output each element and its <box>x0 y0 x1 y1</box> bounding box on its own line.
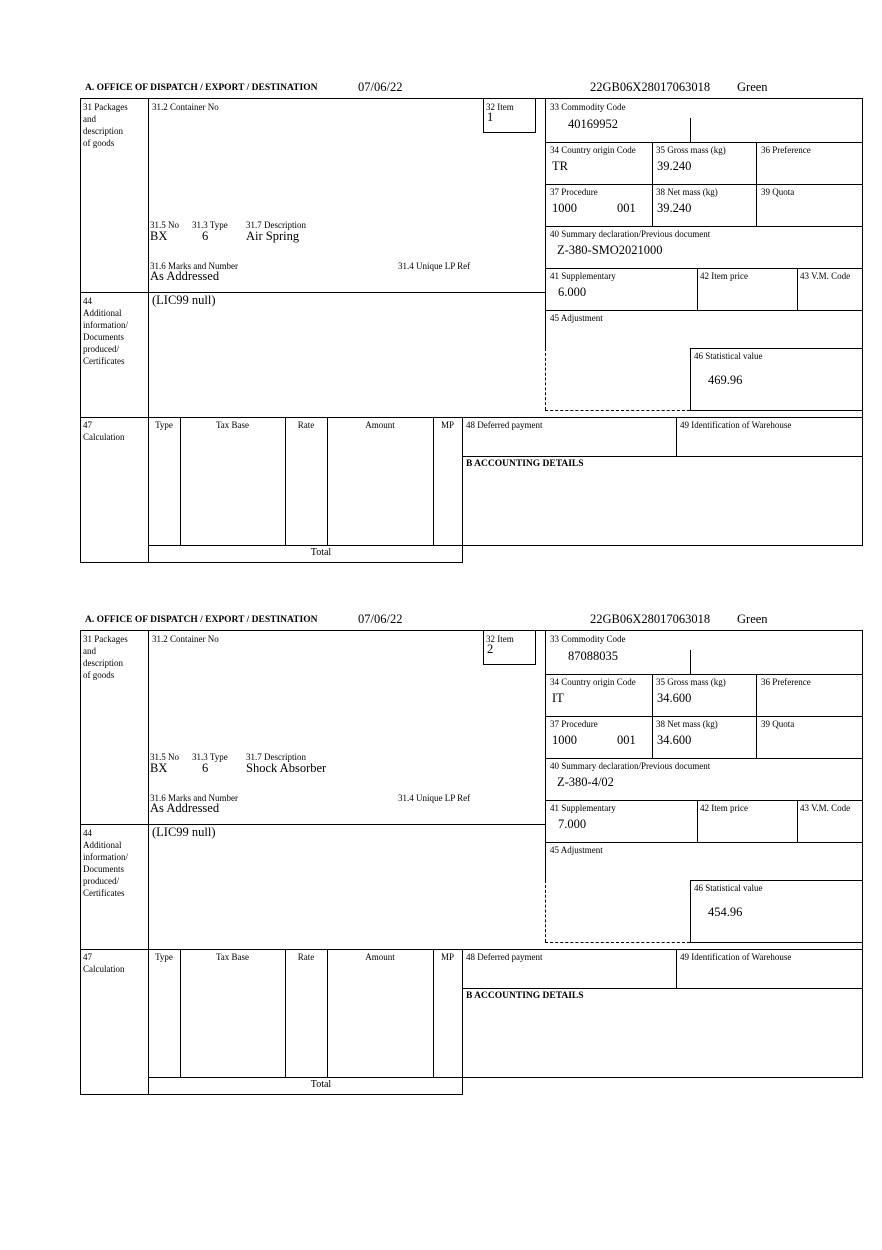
border-line <box>180 417 181 545</box>
dashed-line <box>545 880 546 942</box>
border-line <box>327 417 328 545</box>
summary-declaration-label: 40 Summary declaration/Previous document <box>550 761 711 771</box>
calculation-label-line1: 47 <box>83 420 92 430</box>
goods-description-value: Shock Absorber <box>246 761 327 775</box>
procedure-label: 37 Procedure <box>550 187 598 197</box>
border-line <box>545 758 863 759</box>
border-line <box>462 988 863 989</box>
routing-status: Green <box>737 612 768 626</box>
commodity-code-value: 40169952 <box>568 117 618 131</box>
border-line <box>545 184 863 185</box>
packages-label-line3: description <box>83 126 123 136</box>
border-line <box>148 1077 863 1078</box>
column-header-rate: Rate <box>297 952 315 962</box>
deferred-payment-label: 48 Deferred payment <box>466 420 543 430</box>
commodity-code-label: 33 Commodity Code <box>550 102 626 112</box>
border-line <box>148 630 149 1095</box>
gross-mass-value: 39.240 <box>657 159 692 173</box>
border-line <box>285 949 286 1077</box>
supplementary-label: 41 Supplementary <box>550 803 616 813</box>
marks-label: 31.6 Marks and Number <box>150 261 238 271</box>
border-line <box>545 800 863 801</box>
border-line <box>545 226 863 227</box>
border-line <box>462 949 463 1095</box>
packages-no-label: 31.5 No <box>150 220 179 230</box>
procedure-value-2: 001 <box>617 733 636 747</box>
border-line <box>545 716 863 717</box>
container-no-label: 31.2 Container No <box>152 102 219 112</box>
border-line <box>697 268 698 310</box>
packages-label-line3: description <box>83 658 123 668</box>
border-line <box>483 664 536 665</box>
description-label: 31.7 Description <box>246 220 306 230</box>
packages-type-label: 31.3 Type <box>192 752 228 762</box>
additional-info-label-line4: Documents <box>83 864 124 874</box>
additional-info-label-line4: Documents <box>83 332 124 342</box>
border-line <box>797 800 798 842</box>
border-line <box>535 630 536 664</box>
summary-declaration-label: 40 Summary declaration/Previous document <box>550 229 711 239</box>
column-header-tax-base: Tax Base <box>215 420 250 430</box>
column-header-rate: Rate <box>297 420 315 430</box>
border-line <box>180 949 181 1077</box>
calculation-label-line2: Calculation <box>83 432 125 442</box>
column-header-amount: Amount <box>365 952 395 962</box>
packages-label-line1: 31 Packages <box>83 102 128 112</box>
border-line <box>327 949 328 1077</box>
preference-label: 36 Preference <box>761 145 811 155</box>
country-origin-value: TR <box>552 159 568 173</box>
deferred-payment-label: 48 Deferred payment <box>466 952 543 962</box>
commodity-code-value: 87088035 <box>568 649 618 663</box>
border-line <box>80 562 463 563</box>
summary-declaration-value: Z-380-4/02 <box>557 775 614 789</box>
vm-code-label: 43 V.M. Code <box>800 803 851 813</box>
description-label: 31.7 Description <box>246 752 306 762</box>
dashed-line <box>545 348 546 410</box>
border-line <box>690 880 863 881</box>
column-header-mp: MP <box>440 420 454 430</box>
packages-no-label: 31.5 No <box>150 752 179 762</box>
procedure-label: 37 Procedure <box>550 719 598 729</box>
additional-info-label-line1: 44 <box>83 296 92 306</box>
item-price-label: 42 Item price <box>700 803 748 813</box>
statistical-value-label: 46 Statistical value <box>694 351 763 361</box>
procedure-value-1: 1000 <box>552 733 577 747</box>
border-line <box>676 949 677 988</box>
net-mass-value: 39.240 <box>657 201 692 215</box>
border-line <box>148 98 149 563</box>
supplementary-label: 41 Supplementary <box>550 271 616 281</box>
column-header-type: Type <box>155 952 173 962</box>
quota-label: 39 Quota <box>761 187 795 197</box>
preference-label: 36 Preference <box>761 677 811 687</box>
marks-label: 31.6 Marks and Number <box>150 793 238 803</box>
statistical-value: 469.96 <box>708 373 743 387</box>
column-header-amount: Amount <box>365 420 395 430</box>
border-line <box>545 630 546 880</box>
border-line <box>690 348 691 410</box>
item-box-label: 32 Item <box>486 102 514 112</box>
item-number: 2 <box>487 642 494 656</box>
border-line <box>483 630 484 664</box>
dashed-line <box>545 410 690 411</box>
packages-label-line2: and <box>83 646 96 656</box>
border-line <box>80 98 863 99</box>
package-no-value: BX <box>150 761 168 775</box>
commodity-code-label: 33 Commodity Code <box>550 634 626 644</box>
border-line <box>483 132 536 133</box>
supplementary-value: 6.000 <box>558 285 587 299</box>
border-line <box>148 545 863 546</box>
packages-label-line4: of goods <box>83 670 115 680</box>
packages-label-line2: and <box>83 114 96 124</box>
border-line <box>80 292 546 293</box>
border-line <box>80 824 546 825</box>
border-line <box>433 417 434 545</box>
border-line <box>285 417 286 545</box>
border-line <box>797 268 798 310</box>
border-line <box>80 1094 463 1095</box>
statistical-value-label: 46 Statistical value <box>694 883 763 893</box>
net-mass-label: 38 Net mass (kg) <box>656 719 718 729</box>
border-line <box>545 268 863 269</box>
additional-info-label-line5: produced/ <box>83 344 119 354</box>
border-line <box>483 98 484 132</box>
marks-value: As Addressed <box>150 269 220 283</box>
supplementary-value: 7.000 <box>558 817 587 831</box>
border-line <box>535 98 536 132</box>
vm-code-label: 43 V.M. Code <box>800 271 851 281</box>
border-line <box>862 630 863 1078</box>
border-line <box>690 348 863 349</box>
border-line <box>652 142 653 226</box>
column-header-type: Type <box>155 420 173 430</box>
statistical-value: 454.96 <box>708 905 743 919</box>
unique-lp-ref-label: 31.4 Unique LP Ref <box>398 793 471 803</box>
border-line <box>80 630 863 631</box>
adjustment-label: 45 Adjustment <box>550 845 603 855</box>
country-origin-label: 34 Country origin Code <box>550 677 636 687</box>
declaration-reference: 22GB06X28017063018 <box>590 612 711 626</box>
border-line <box>433 949 434 1077</box>
routing-status: Green <box>737 80 768 94</box>
additional-info-value: (LIC99 null) <box>152 293 216 307</box>
adjustment-label: 45 Adjustment <box>550 313 603 323</box>
total-label: Total <box>310 547 332 558</box>
marks-value: As Addressed <box>150 801 220 815</box>
total-label: Total <box>310 1079 332 1090</box>
procedure-value-2: 001 <box>617 201 636 215</box>
packages-label-line4: of goods <box>83 138 115 148</box>
packages-type-label: 31.3 Type <box>192 220 228 230</box>
country-origin-label: 34 Country origin Code <box>550 145 636 155</box>
additional-info-label-line6: Certificates <box>83 356 125 366</box>
border-line <box>545 674 863 675</box>
additional-info-label-line3: information/ <box>83 320 128 330</box>
border-line <box>690 410 863 411</box>
net-mass-label: 38 Net mass (kg) <box>656 187 718 197</box>
accounting-details-label: B ACCOUNTING DETAILS <box>466 459 584 469</box>
border-line <box>80 98 81 563</box>
office-of-dispatch-label: A. OFFICE OF DISPATCH / EXPORT / DESTINATION <box>85 615 318 625</box>
package-type-value: 6 <box>202 229 209 243</box>
additional-info-label-line1: 44 <box>83 828 92 838</box>
quota-label: 39 Quota <box>761 719 795 729</box>
additional-info-label-line2: Additional <box>83 840 122 850</box>
column-header-tax-base: Tax Base <box>215 952 250 962</box>
column-header-mp: MP <box>440 952 454 962</box>
border-line <box>690 880 691 942</box>
dispatch-date: 07/06/22 <box>358 80 403 94</box>
additional-info-label-line6: Certificates <box>83 888 125 898</box>
item-number: 1 <box>487 110 494 124</box>
package-type-value: 6 <box>202 761 209 775</box>
border-line <box>756 674 757 758</box>
package-no-value: BX <box>150 229 168 243</box>
declaration-reference: 22GB06X28017063018 <box>590 80 711 94</box>
procedure-value-1: 1000 <box>552 201 577 215</box>
border-line <box>545 98 546 348</box>
border-line <box>545 142 863 143</box>
border-line <box>652 674 653 758</box>
border-line <box>690 942 863 943</box>
gross-mass-label: 35 Gross mass (kg) <box>656 145 726 155</box>
summary-declaration-value: Z-380-SMO2021000 <box>557 243 663 257</box>
additional-info-label-line3: information/ <box>83 852 128 862</box>
border-line <box>80 417 863 418</box>
border-line <box>462 456 863 457</box>
border-line <box>690 650 691 674</box>
country-origin-value: IT <box>552 691 564 705</box>
container-no-label: 31.2 Container No <box>152 634 219 644</box>
border-line <box>676 417 677 456</box>
gross-mass-label: 35 Gross mass (kg) <box>656 677 726 687</box>
unique-lp-ref-label: 31.4 Unique LP Ref <box>398 261 471 271</box>
goods-description-value: Air Spring <box>246 229 300 243</box>
additional-info-label-line2: Additional <box>83 308 122 318</box>
calculation-label-line1: 47 <box>83 952 92 962</box>
accounting-details-label: B ACCOUNTING DETAILS <box>466 991 584 1001</box>
border-line <box>690 118 691 142</box>
border-line <box>756 142 757 226</box>
border-line <box>545 842 863 843</box>
calculation-label-line2: Calculation <box>83 964 125 974</box>
border-line <box>80 949 863 950</box>
packages-label-line1: 31 Packages <box>83 634 128 644</box>
border-line <box>462 417 463 563</box>
gross-mass-value: 34.600 <box>657 691 692 705</box>
dispatch-date: 07/06/22 <box>358 612 403 626</box>
net-mass-value: 34.600 <box>657 733 692 747</box>
office-of-dispatch-label: A. OFFICE OF DISPATCH / EXPORT / DESTINATION <box>85 83 318 93</box>
declaration-item-section <box>80 80 864 564</box>
additional-info-value: (LIC99 null) <box>152 825 216 839</box>
border-line <box>697 800 698 842</box>
warehouse-id-label: 49 Identification of Warehouse <box>680 952 792 962</box>
additional-info-label-line5: produced/ <box>83 876 119 886</box>
item-price-label: 42 Item price <box>700 271 748 281</box>
item-box-label: 32 Item <box>486 634 514 644</box>
declaration-item-section <box>80 612 864 1096</box>
warehouse-id-label: 49 Identification of Warehouse <box>680 420 792 430</box>
border-line <box>80 630 81 1095</box>
border-line <box>862 98 863 546</box>
border-line <box>545 310 863 311</box>
dashed-line <box>545 942 690 943</box>
